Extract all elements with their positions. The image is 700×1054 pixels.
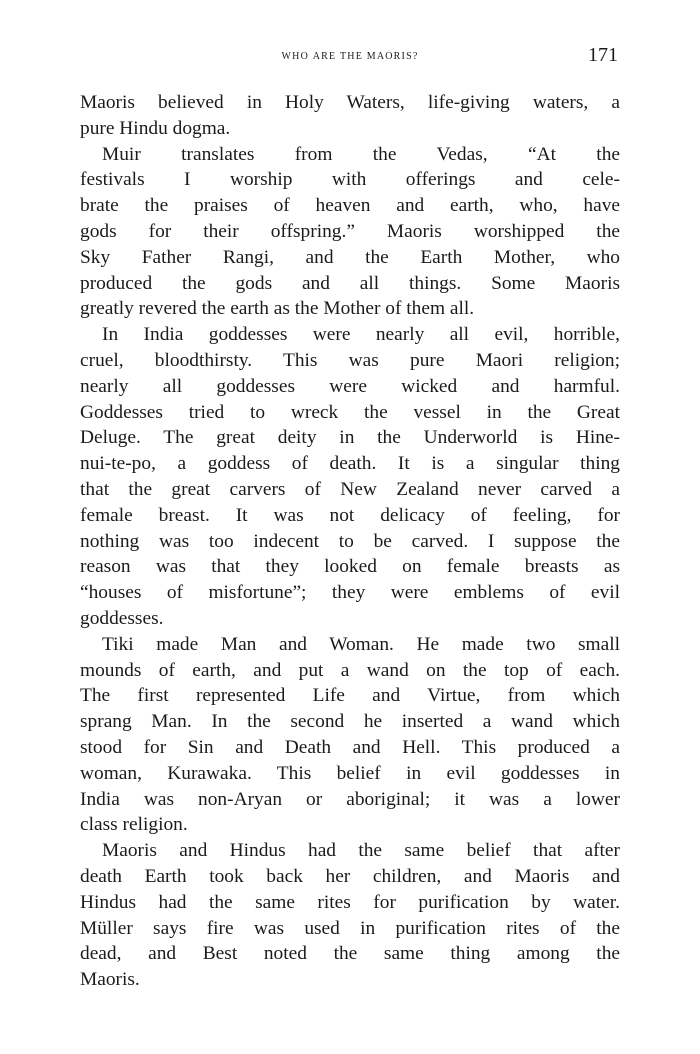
text-line: India was non-Aryan or aboriginal; it was a lower	[80, 788, 620, 810]
running-title: who are the maoris?	[281, 48, 419, 63]
text-line: nui-te-po, a goddess of death. It is a singular thing	[80, 453, 620, 475]
text-line: Maoris.	[80, 969, 140, 991]
text-line: festivals I worship with offerings and cele-	[80, 169, 620, 191]
text-line: female breast. It was not delicacy of feeling, for	[80, 504, 620, 526]
paragraph-5	[80, 838, 620, 993]
text-line: stood for Sin and Death and Hell. This produced a	[80, 736, 620, 758]
text-line: woman, Kurawaka. This belief in evil goddesses in	[80, 762, 620, 784]
text-line: Goddesses tried to wreck the vessel in the Great	[80, 401, 620, 423]
text-line: cruel, bloodthirsty. This was pure Maori religion;	[80, 349, 620, 371]
running-header	[80, 44, 620, 72]
text-line: Hindus had the same rites for purification by water.	[80, 891, 620, 913]
text-line: In India goddesses were nearly all evil, horrible,	[102, 324, 620, 346]
text-line: Deluge. The great deity in the Underworld is Hine-	[80, 427, 620, 449]
text-line: “houses of misfortune”; they were emblems of evil	[80, 582, 620, 604]
paragraph-4	[80, 632, 620, 838]
text-line: Sky Father Rangi, and the Earth Mother, who	[80, 246, 620, 268]
page-number: 171	[588, 44, 618, 66]
text-line: nothing was too indecent to be carved. I suppose the	[80, 530, 620, 552]
text-line: mounds of earth, and put a wand on the top of each.	[80, 659, 620, 681]
text-line: pure Hindu dogma.	[80, 117, 231, 139]
text-line: dead, and Best noted the same thing among the	[80, 943, 620, 965]
text-line: Müller says fire was used in purification rites of the	[80, 917, 620, 939]
text-line: that the great carvers of New Zealand never carved a	[80, 478, 620, 500]
text-line: Maoris and Hindus had the same belief that after	[102, 840, 620, 862]
text-line: death Earth took back her children, and Maoris and	[80, 865, 620, 887]
paragraph-2	[80, 142, 620, 323]
text-line: nearly all goddesses were wicked and harmful.	[80, 375, 620, 397]
text-line: produced the gods and all things. Some Maoris	[80, 272, 620, 294]
text-line: class religion.	[80, 814, 188, 836]
paragraph-3	[80, 322, 620, 632]
text-line: sprang Man. In the second he inserted a wand which	[80, 711, 620, 733]
text-line: The first represented Life and Virtue, from which	[80, 685, 620, 707]
paragraph-1	[80, 90, 620, 142]
text-line: brate the praises of heaven and earth, who, have	[80, 195, 620, 217]
text-line: Muir translates from the Vedas, “At the	[102, 143, 620, 165]
text-line: Tiki made Man and Woman. He made two small	[102, 633, 620, 655]
text-line: gods for their offspring.” Maoris worshipped the	[80, 220, 620, 242]
text-line: Maoris believed in Holy Waters, life-giving waters, a	[80, 92, 620, 113]
body-text	[80, 90, 620, 993]
text-line: greatly revered the earth as the Mother of them all.	[80, 298, 475, 320]
text-line: reason was that they looked on female breasts as	[80, 556, 620, 578]
text-line: goddesses.	[80, 607, 164, 629]
